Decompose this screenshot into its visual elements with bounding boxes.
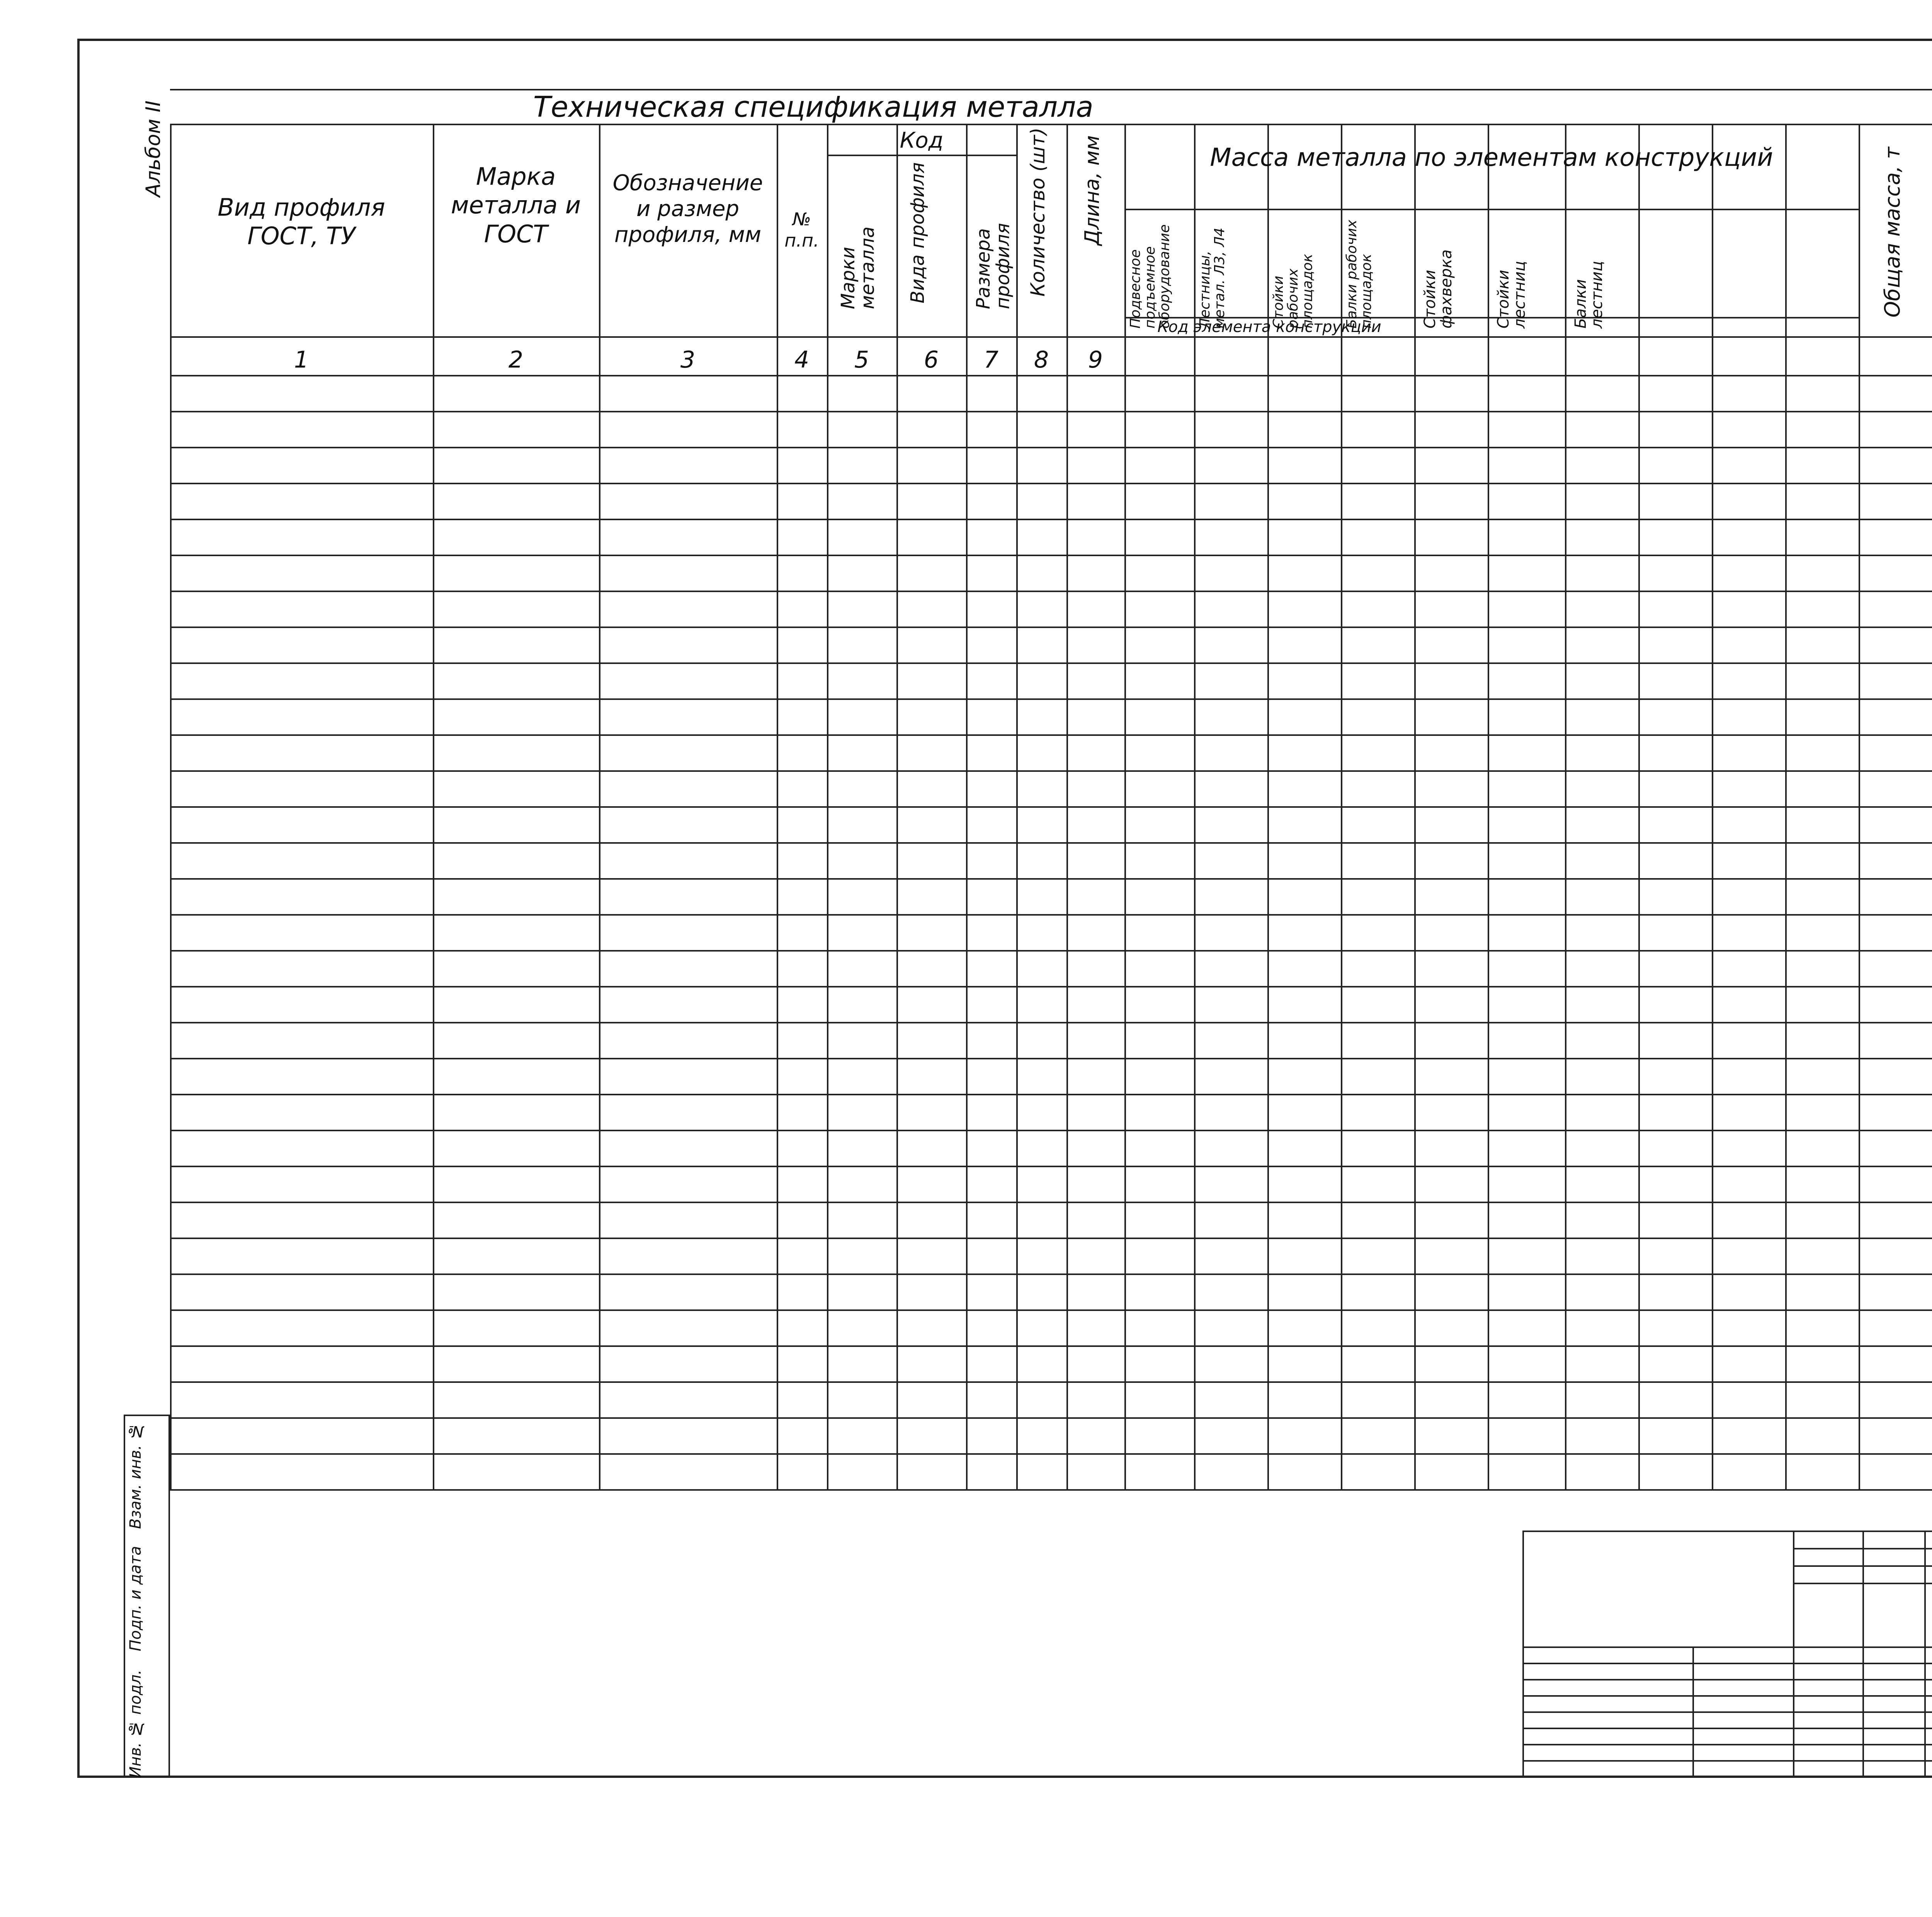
row-line: [170, 447, 1932, 448]
stamp-line: [1793, 1548, 1932, 1549]
header-elem-6: Стойки лестниц: [1495, 261, 1529, 329]
mass-header-line: [1124, 209, 1859, 210]
header-elem-4: Балки рабочих площадок: [1344, 220, 1374, 329]
row-line: [170, 519, 1932, 520]
stamp-line: [1793, 1531, 1794, 1778]
header-kod-elem: Код элемента конструкции: [1157, 318, 1381, 336]
title-row-line: [170, 124, 1932, 125]
row-line: [170, 1130, 1932, 1131]
stamp-line: [1793, 1583, 1932, 1584]
row-line: [170, 1381, 1932, 1383]
side-strip-label-1: Инв. № подл.: [127, 1670, 145, 1778]
header-elem-5: Стойки фахверка: [1421, 249, 1455, 329]
stamp-line: [1692, 1646, 1694, 1778]
column-number-8: 8: [1034, 346, 1049, 373]
table-bottom-line: [170, 1489, 1932, 1491]
column-number-5: 5: [854, 346, 869, 373]
row-line: [170, 591, 1932, 592]
row-line: [170, 1238, 1932, 1239]
column-number-1: 1: [294, 346, 309, 373]
row-line: [170, 1022, 1932, 1023]
row-line: [170, 1202, 1932, 1203]
header-elem-2: Лестницы, метал. Л3, Л4: [1197, 227, 1228, 329]
table-top-border: [170, 89, 1932, 90]
stamp-line: [1522, 1663, 1932, 1664]
row-line: [170, 806, 1932, 808]
header-profile-type: Вид профиля ГОСТ, ТУ: [218, 193, 385, 250]
row-line: [170, 770, 1932, 772]
row-line: [170, 878, 1932, 880]
header-profile-size: Обозначение и размер профиля, мм: [612, 170, 763, 248]
colnum-row-line: [170, 375, 1932, 376]
column-number-4: 4: [794, 346, 810, 373]
stamp-line: [1924, 1531, 1926, 1778]
row-line: [170, 842, 1932, 844]
row-line: [170, 734, 1932, 736]
stamp-line: [1522, 1646, 1932, 1648]
column-number-3: 3: [680, 346, 696, 373]
row-line: [170, 1094, 1932, 1095]
title-block: [1522, 1531, 1932, 1778]
stamp-line: [1793, 1565, 1932, 1567]
row-line: [170, 1345, 1932, 1347]
stamp-line: [1862, 1531, 1864, 1778]
stamp-line: [1522, 1728, 1932, 1729]
row-line: [170, 627, 1932, 628]
header-quantity: Количество (шт): [1027, 128, 1049, 297]
row-line: [170, 1417, 1932, 1419]
row-line: [170, 950, 1932, 952]
header-mass-group: Масса металла по элементам конструкций: [1210, 143, 1773, 172]
header-elem-3: Стойки рабочих площадок: [1270, 254, 1316, 329]
header-bottom-line: [170, 336, 1932, 338]
row-line: [170, 1058, 1932, 1059]
header-kod-size: Размера профиля: [973, 223, 1014, 309]
row-line: [170, 698, 1932, 700]
header-kod-profile: Вида профиля: [907, 162, 929, 303]
stamp-line: [1522, 1744, 1932, 1745]
row-line: [170, 483, 1932, 484]
column-number-6: 6: [923, 346, 939, 373]
spec-title: Техническая спецификация металла: [533, 90, 1094, 124]
kod-header-line: [827, 155, 1016, 156]
row-line: [170, 555, 1932, 556]
header-kod-steel: Марки металла: [837, 226, 879, 309]
stamp-outer: [1522, 1531, 1932, 1778]
row-line: [170, 914, 1932, 916]
header-kod: Код: [900, 128, 944, 153]
header-elem-7: Балки лестниц: [1572, 261, 1606, 329]
side-strip-label-2: Подп. и дата: [127, 1546, 145, 1651]
header-length: Длина, мм: [1081, 135, 1104, 246]
row-line: [170, 411, 1932, 412]
stamp-line: [1522, 1711, 1932, 1713]
album-label: Альбом II: [142, 100, 165, 197]
stamp-line: [1522, 1679, 1932, 1680]
column-number-2: 2: [508, 346, 524, 373]
row-line: [170, 986, 1932, 987]
header-item-number: № п.п.: [784, 209, 819, 251]
row-line: [170, 1166, 1932, 1167]
row-line: [170, 1453, 1932, 1455]
row-line: [170, 1273, 1932, 1275]
header-total-mass: Общая масса, т: [1880, 147, 1905, 318]
row-line: [170, 1309, 1932, 1311]
header-elem-1: Подвесное подъемное оборудование: [1128, 224, 1173, 329]
column-number-7: 7: [983, 346, 999, 373]
stamp-line: [1522, 1695, 1932, 1697]
header-steel-grade: Марка металла и ГОСТ: [451, 162, 581, 248]
stamp-line: [1522, 1760, 1932, 1762]
row-line: [170, 662, 1932, 664]
column-number-9: 9: [1088, 346, 1103, 373]
side-strip-label-3: Взам. инв. №: [127, 1422, 145, 1529]
spec-table: [170, 89, 1932, 1453]
